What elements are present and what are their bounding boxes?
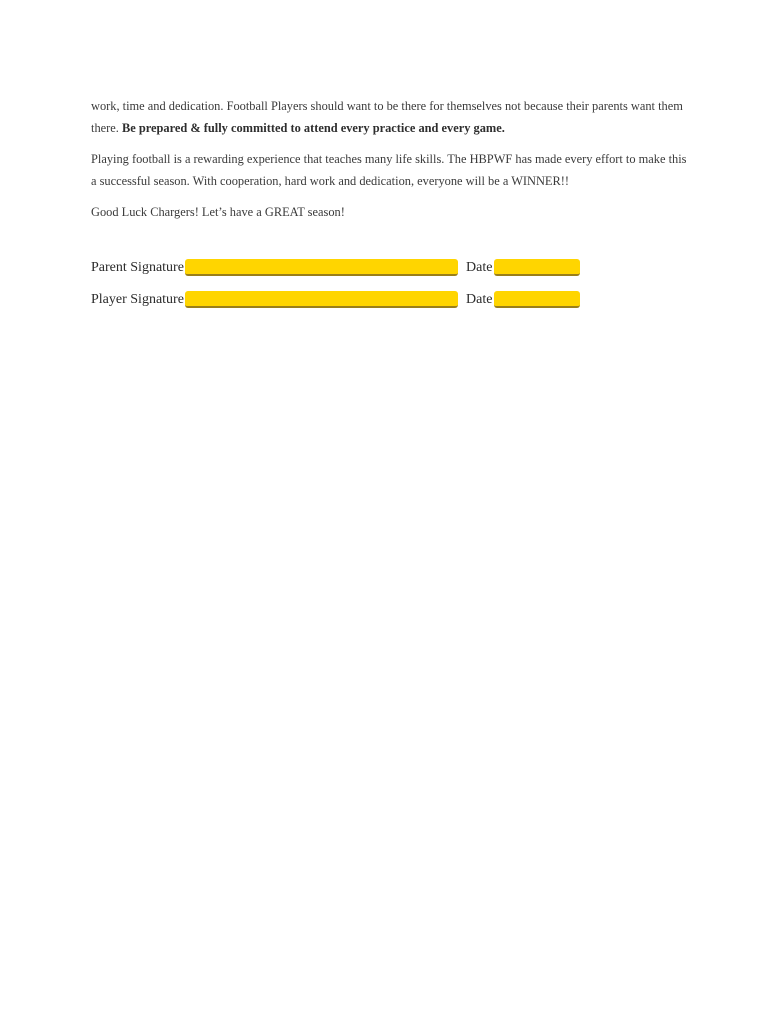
player-signature-row [91, 290, 611, 312]
parent-signature-field[interactable] [185, 259, 458, 276]
player-date-label: Date [466, 292, 493, 307]
parent-date-field[interactable] [494, 259, 580, 276]
parent-signature-row [91, 258, 611, 280]
commitment-paragraph [91, 96, 691, 139]
commitment-bold-text: Be prepared & fully committed to attend every practice and every game. [121, 120, 505, 135]
parent-date-label: Date [466, 260, 493, 275]
good-luck-paragraph: Good Luck Chargers! Let’s have a GREAT season! [91, 205, 345, 219]
parent-signature-label: Parent Signature [91, 260, 184, 275]
player-date-field[interactable] [494, 291, 580, 308]
commitment-text: work, time and dedication. Football Players should want to be there for themselves not because their parents want them there. [91, 99, 683, 135]
player-signature-label: Player Signature [91, 292, 184, 307]
player-signature-field[interactable] [185, 291, 458, 308]
season-paragraph: Playing football is a rewarding experience that teaches many life skills. The HBPWF has made every effort to make this a successful season. With cooperation, hard work and dedication, everyone will be a WINNER!! [91, 152, 687, 188]
